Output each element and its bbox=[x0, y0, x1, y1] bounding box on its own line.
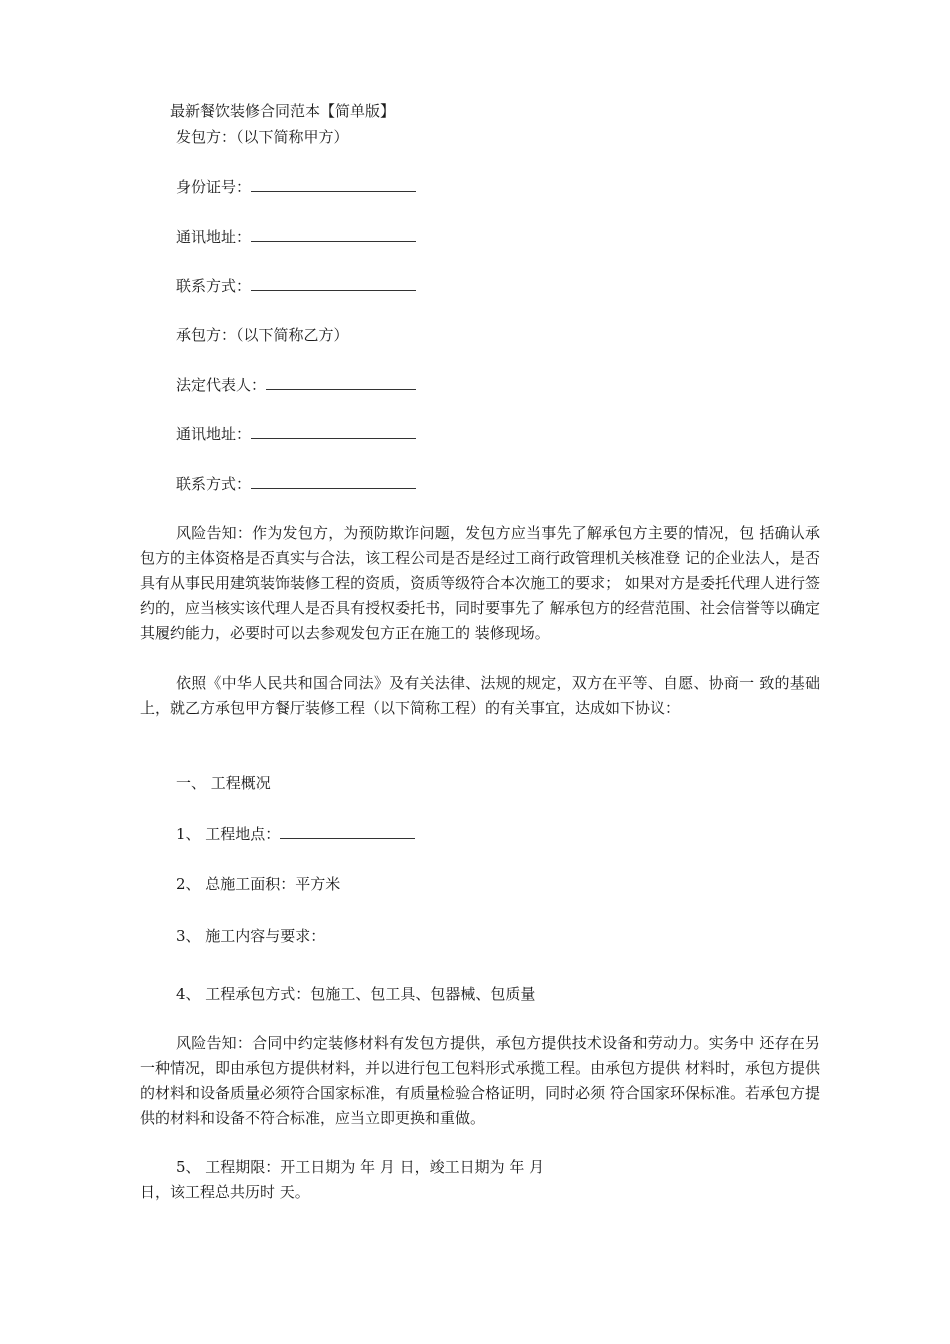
item-5-line-1: 5、 工程期限：开工日期为 年 月 日，竣工日期为 年 月 bbox=[176, 1158, 545, 1176]
party-a-address-blank bbox=[251, 227, 416, 242]
section-1-heading: 一、 工程概况 bbox=[176, 774, 271, 792]
section-1-item-1 bbox=[176, 824, 415, 844]
section-1-item-2: 2、 总施工面积：平方米 bbox=[176, 875, 341, 893]
party-a-address-label: 通讯地址： bbox=[176, 228, 252, 246]
section-1-item-3: 3、 施工内容与要求： bbox=[176, 927, 326, 945]
risk-notice-paragraph-1: 风险告知：作为发包方，为预防欺诈问题，发包方应当事先了解承包方主要的情况，包 括确认承包方的主体资格是否真实与合法，该工程公司是否是经过工商行政管理机关核准登 记的企业法人，是否具有从事民用建筑装饰装修工程的资质，资质等级符合本次施工的要求； 如果对方是委托代理人进行签约的，应当核实该代理人是否具有授权委托书，同时要事先了 解承包方的经营范围、社会信誉等以确定其履约能力，必要时可以去参观发包方正在施工的 装修现场。 bbox=[140, 524, 820, 642]
party-b-heading: 承包方：（以下简称乙方） bbox=[176, 326, 349, 344]
party-b-rep-label: 法定代表人： bbox=[176, 376, 267, 394]
party-a-heading: 发包方：（以下简称甲方） bbox=[176, 128, 349, 146]
section-1-item-4: 4、 工程承包方式：包施工、包工具、包器械、包质量 bbox=[176, 985, 536, 1003]
document-title: 最新餐饮装修合同范本【简单版】 bbox=[170, 102, 396, 120]
party-a-contact-blank bbox=[251, 276, 416, 291]
party-a-id-blank bbox=[251, 177, 416, 192]
party-b-contact-field bbox=[176, 474, 416, 494]
item-5-line-2: 日，该工程总共历时 天。 bbox=[140, 1183, 310, 1201]
party-b-contact-blank bbox=[251, 474, 416, 489]
party-b-contact-label: 联系方式： bbox=[176, 475, 252, 493]
party-b-address-label: 通讯地址： bbox=[176, 425, 252, 443]
party-b-rep-blank bbox=[266, 375, 416, 390]
project-location-label: 1、 工程地点： bbox=[176, 825, 281, 843]
party-b-rep-field bbox=[176, 375, 416, 395]
contract-basis-paragraph: 依照《中华人民共和国合同法》及有关法律、法规的规定，双方在平等、自愿、协商一 致的基础上，就乙方承包甲方餐厅装修工程（以下简称工程）的有关事宜，达成如下协议： bbox=[140, 674, 820, 717]
party-a-contact-label: 联系方式： bbox=[176, 277, 252, 295]
party-a-id-field bbox=[176, 177, 416, 197]
risk-notice-paragraph-2: 风险告知：合同中约定装修材料有发包方提供，承包方提供技术设备和劳动力。实务中 还存在另一种情况，即由承包方提供材料，并以进行包工包料形式承揽工程。由承包方提供 材料时，承包方提供的材料和设备质量必须符合国家标准，有质量检验合格证明，同时必须 符合国家环保标准。若承包方提供的材料和设备不符合标准，应当立即更换和重做。 bbox=[140, 1034, 820, 1127]
party-b-address-blank bbox=[251, 424, 416, 439]
party-a-address-field bbox=[176, 227, 416, 247]
project-location-blank bbox=[280, 824, 415, 839]
party-a-contact-field bbox=[176, 276, 416, 296]
party-b-address-field bbox=[176, 424, 416, 444]
party-a-id-label: 身份证号： bbox=[176, 178, 252, 196]
